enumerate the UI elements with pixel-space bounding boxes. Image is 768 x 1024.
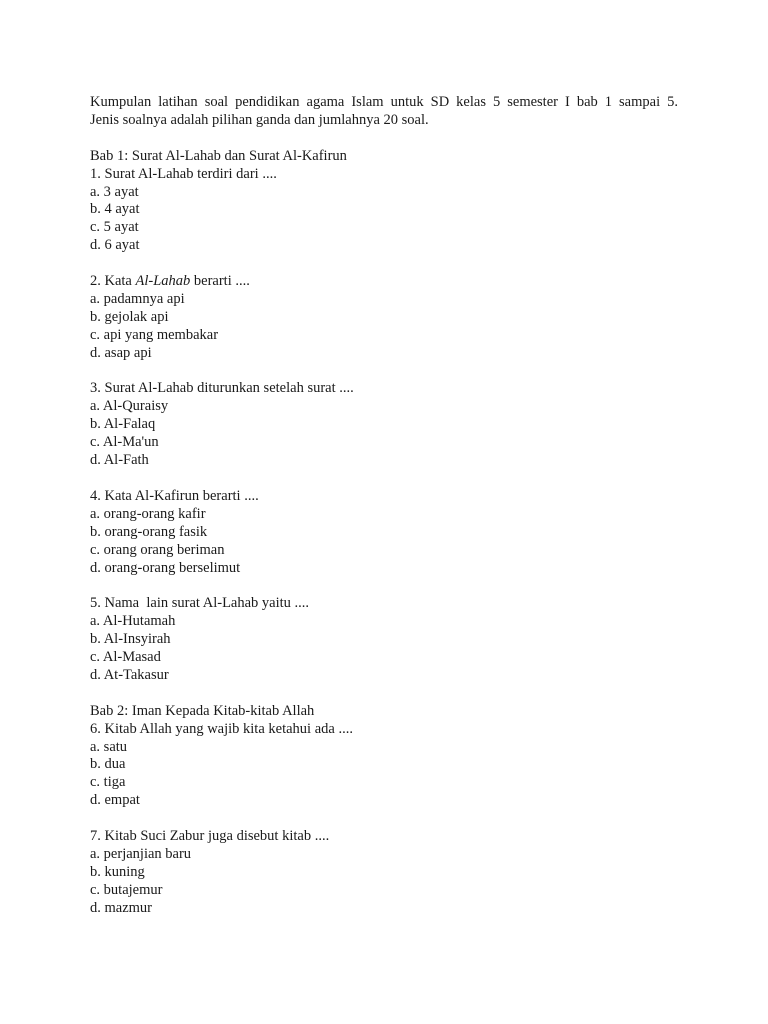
option-b: b. Al-Falaq: [90, 416, 156, 433]
option-d: d. 6 ayat: [90, 237, 140, 254]
option-c: c. butajemur: [90, 881, 163, 898]
section-heading: Bab 1: Surat Al-Lahab dan Surat Al-Kafirun: [90, 147, 347, 164]
option-d: d. At-Takasur: [90, 666, 169, 683]
question-text: [90, 273, 678, 291]
option-c: c. 5 ayat: [90, 219, 139, 236]
question-text: 1. Surat Al-Lahab terdiri dari ....: [90, 165, 277, 182]
question-3: [90, 380, 678, 470]
option-c: c. tiga: [90, 774, 126, 791]
intro-paragraph: [90, 94, 678, 130]
document-page: [90, 94, 678, 918]
option-b: b. gejolak api: [90, 308, 169, 325]
option-b: b. dua: [90, 756, 126, 773]
option-d: d. orang-orang berselimut: [90, 559, 241, 576]
question-5: [90, 595, 678, 685]
option-b: b. Al-Insyirah: [90, 631, 171, 648]
option-a: a. Al-Hutamah: [90, 613, 176, 630]
question-text: 7. Kitab Suci Zabur juga disebut kitab ....: [90, 828, 330, 845]
option-c: c. Al-Ma'un: [90, 434, 159, 451]
question-prefix: 2. Kata: [90, 273, 136, 290]
question-1: [90, 166, 678, 256]
intro-line-2: Jenis soalnya adalah pilihan ganda dan jumlahnya 20 soal.: [90, 111, 429, 128]
option-c: c. Al-Masad: [90, 649, 161, 666]
question-suffix: berarti ....: [190, 273, 250, 290]
question-7: [90, 828, 678, 918]
option-a: a. 3 ayat: [90, 183, 139, 200]
question-text: 5. Nama lain surat Al-Lahab yaitu ....: [90, 595, 310, 612]
option-c: c. orang orang beriman: [90, 541, 225, 558]
option-a: a. padamnya api: [90, 290, 185, 307]
option-a: a. satu: [90, 738, 128, 755]
question-text: 3. Surat Al-Lahab diturunkan setelah surat ....: [90, 380, 354, 397]
option-d: d. Al-Fath: [90, 452, 149, 469]
question-italic-term: Al-Lahab: [135, 273, 191, 290]
option-b: b. orang-orang fasik: [90, 523, 208, 540]
option-a: a. orang-orang kafir: [90, 505, 206, 522]
question-text: 4. Kata Al-Kafirun berarti ....: [90, 487, 259, 504]
option-a: a. Al-Quraisy: [90, 398, 169, 415]
section-bab-1: [90, 148, 678, 685]
section-bab-2: [90, 703, 678, 918]
option-d: d. empat: [90, 792, 140, 809]
question-4: [90, 488, 678, 578]
option-b: b. kuning: [90, 863, 145, 880]
question-6: [90, 721, 678, 811]
option-d: d. asap api: [90, 344, 152, 361]
option-c: c. api yang membakar: [90, 326, 219, 343]
question-2: [90, 273, 678, 363]
option-d: d. mazmur: [90, 899, 153, 916]
section-heading: Bab 2: Iman Kepada Kitab-kitab Allah: [90, 702, 315, 719]
intro-line-1: Kumpulan latihan soal pendidikan agama Islam untuk SD kelas 5 semester I bab 1 sampai 5.: [90, 94, 678, 110]
option-b: b. 4 ayat: [90, 201, 140, 218]
question-text: 6. Kitab Allah yang wajib kita ketahui ada ....: [90, 720, 353, 737]
option-a: a. perjanjian baru: [90, 845, 192, 862]
